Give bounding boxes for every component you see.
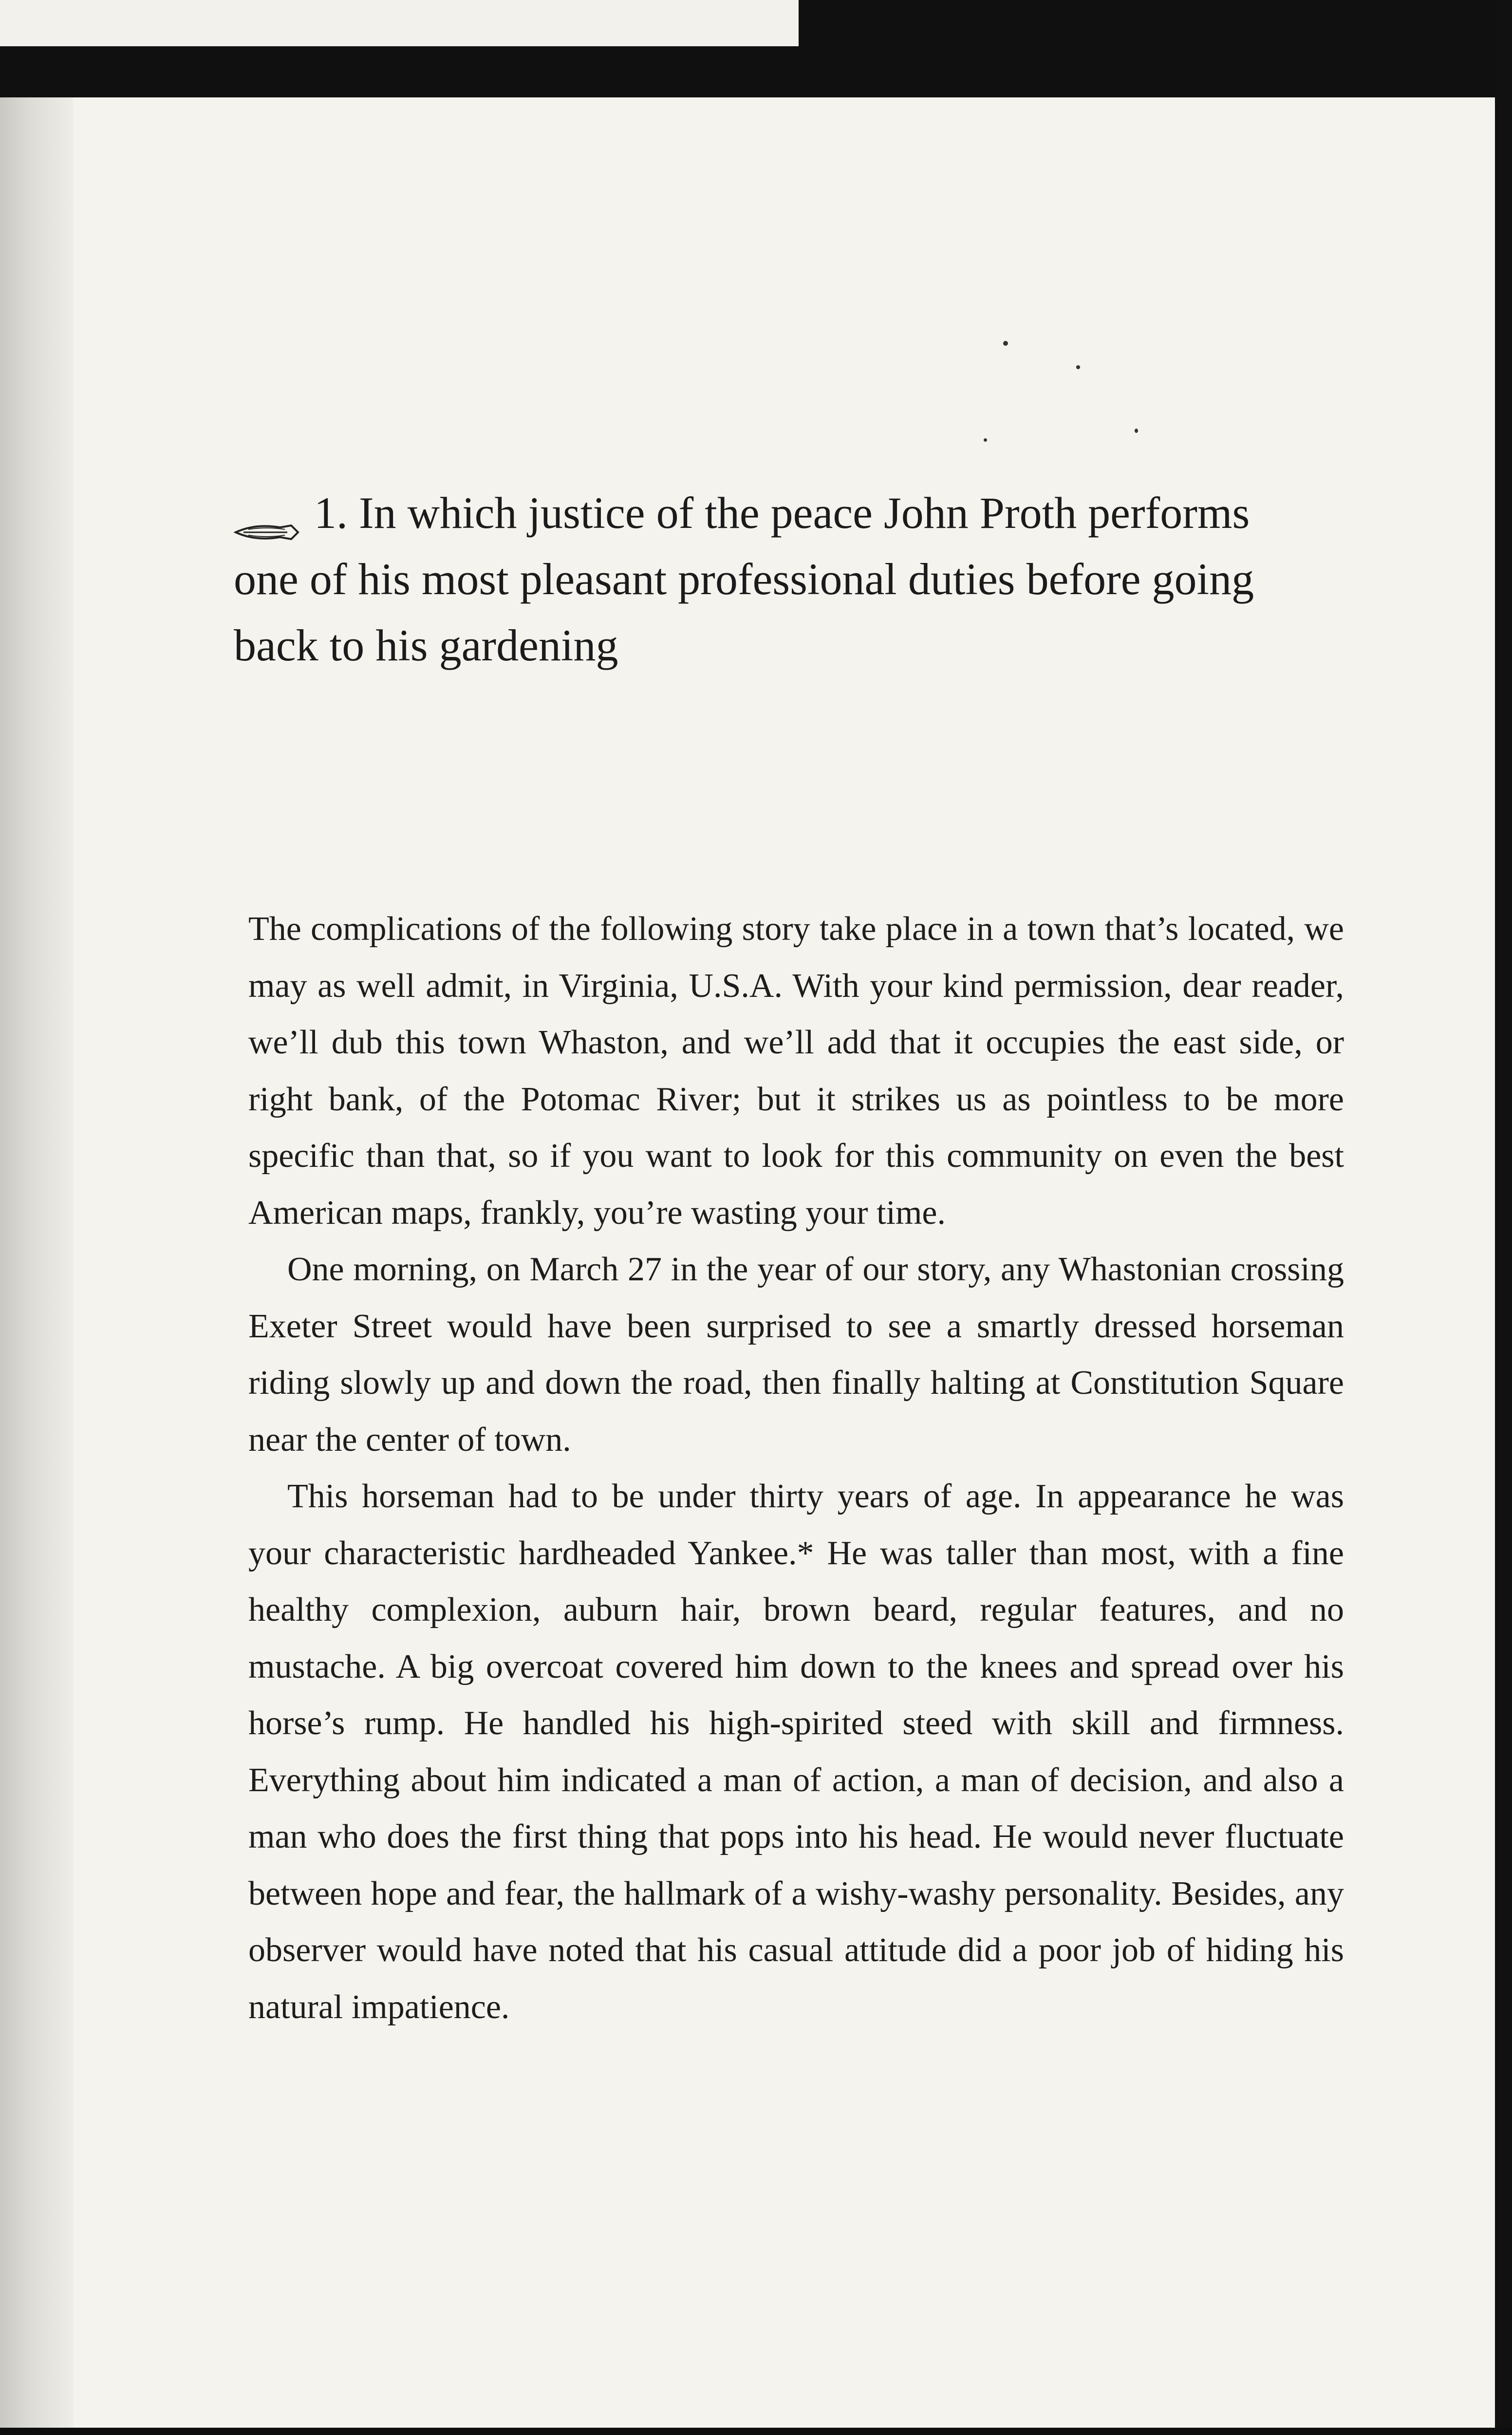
ink-speck — [1003, 341, 1008, 346]
chapter-body — [248, 901, 1344, 2036]
page-gutter-shadow — [0, 97, 73, 2430]
chapter-title: In which justice of the peace John Proth performs one of his most pleasant professional duties before going back to his gardening — [234, 488, 1254, 670]
pointing-hand-ornament-icon — [234, 499, 299, 528]
chapter-heading — [234, 480, 1305, 678]
ink-speck — [1076, 365, 1080, 369]
chapter-number: 1. — [314, 488, 348, 538]
scan-right-border — [1495, 0, 1512, 2435]
ink-speck — [1135, 429, 1138, 433]
paragraph: One morning, on March 27 in the year of our story, any Whastonian crossing Exeter Street would have been surprised to see a smartly dressed horseman riding slowly up and down the road, then finally halting at Constitution Square near the center of town. — [248, 1251, 1344, 1459]
ink-speck — [984, 438, 987, 442]
paragraph: The complications of the following story take place in a town that’s located, we may as well admit, in Virginia, U.S.A. With your kind permission, dear reader, we’ll dub this town Whaston, and we’ll add that it occupies the east side, or right bank, of the Potomac River; but it strikes us as pointless to be more specific than that, so if you want to look for this community on even the best American maps, frankly, you’re wasting your time. — [248, 910, 1344, 1232]
previous-page-edge — [0, 0, 799, 46]
scan-bottom-border — [0, 2428, 1512, 2435]
paragraph: This horseman had to be under thirty years of age. In appearance he was your characteristic hardheaded Yankee.* He was taller than most, with a fine healthy complexion, auburn hair, brown beard, regular features, and no mustache. A big overcoat covered him down to the knees and spread over his horse’s rump. He handled his high-spirited steed with skill and firmness. Everything about him indicated a man of action, a man of decision, and also a man who does the first thing that pops into his head. He would never fluctuate between hope and fear, the hallmark of a wishy-washy personality. Besides, any observer would have noted that his casual attitude did a poor job of hiding his natural impatience. — [248, 1478, 1344, 2026]
